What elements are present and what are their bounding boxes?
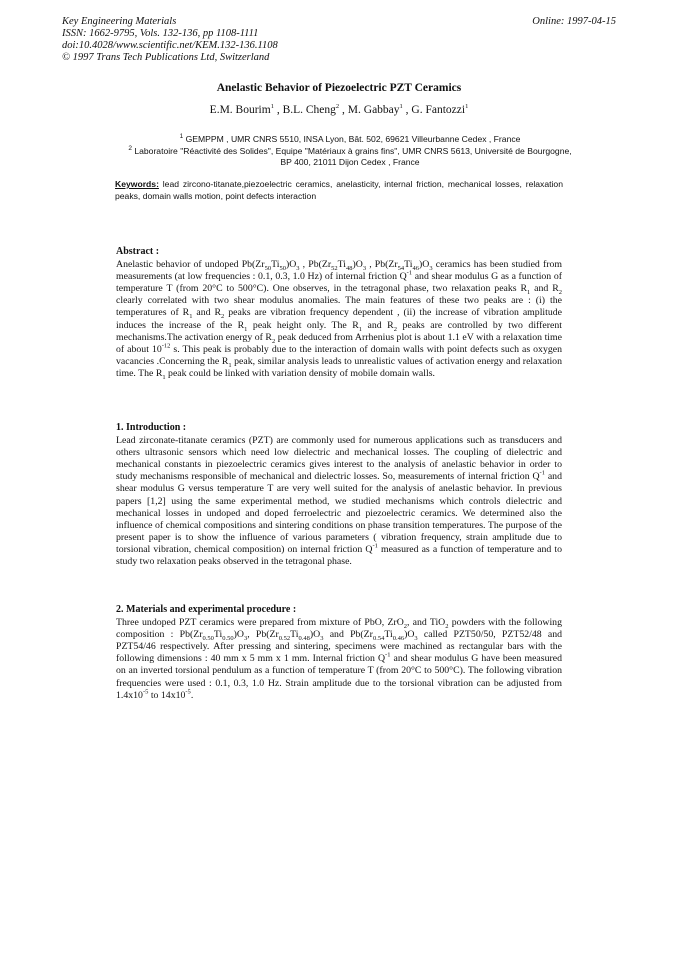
doi-line: doi:10.4028/www.scientific.net/KEM.132-136.1108 — [62, 40, 278, 51]
issn-line: ISSN: 1662-9795, Vols. 132-136, pp 1108-1111 — [62, 28, 259, 39]
materials-heading: 2. Materials and experimental procedure : — [116, 604, 297, 615]
journal-name: Key Engineering Materials — [62, 16, 177, 27]
affiliation-1: $^1$ GEMPPM , UMR CNRS 5510, INSA Lyon, Bât. 502, 69621 Villeurbanne Cedex , France — [179, 133, 521, 144]
affiliations — [110, 134, 590, 169]
paper-title: Anelastic Behavior of Piezoelectric PZT Ceramics — [216, 82, 462, 94]
introduction-heading: 1. Introduction : — [116, 422, 187, 433]
author-separator: , — [339, 104, 348, 116]
author-affil-mark: 1 — [399, 103, 403, 111]
affiliation-2: $^2$ Laboratoire "Réactivité des Solides", Equipe "Matériaux à grains fins", UMR CNRS 5613, Université de Bourgogne, — [128, 144, 572, 156]
author-list — [0, 104, 678, 116]
author-name: E.M. Bourim — [209, 104, 271, 116]
introduction-section — [116, 422, 562, 568]
author-name: G. Fantozzi — [411, 104, 466, 116]
affiliation-2-address: BP 400, 21011 Dijon Cedex , France — [280, 157, 420, 167]
online-date: Online: 1997-04-15 — [532, 16, 616, 27]
author-name: M. Gabbay — [347, 104, 400, 116]
abstract-text: Anelastic behavior of undoped $Pb(Zr_{50}Ti_{50})O_3$ , $Pb(Zr_{52}Ti_{48})O_3$ , $Pb(Zr_{54}Ti_{46})O_3$ ceramics has been studied from measurements (at low frequencies : 0.1, 0.3, 1.0 Hz) of internal friction $Q^{-1}$ and shear modulus G as a function of temperature T (from 20°C to 500°C). One observes, in the tetragonal phase, two relaxation peaks $R_1$ and $R_2$ clearly correlated with two shear modulus anomalies. The main features of these two peaks are : (i) the temperatures of $R_1$ and $R_2$ peaks are vibration frequency dependent , (ii) the increase of vibration amplitude induces the increase of the $R_1$ peak height only. The $R_1$ and $R_2$ peaks are controlled by two different mechanisms.The activation energy of $R_2$ peak deduced from Arrhenius plot is about 1.1 eV with a relaxation time of about $10^{-12}$ s. This peak is probably due to the interaction of domain walls with point defects such as oxygen vacancies .Concerning the $R_1$ peak, similar analysis leads to unrealistic values of activation energy and relaxation time. The $R_1$ peak could be linked with variation density of mobile domain walls. — [116, 259, 563, 381]
author-affil-mark: 2 — [335, 103, 340, 111]
abstract-heading: Abstract : — [116, 246, 160, 257]
author-affil-mark: 1 — [465, 103, 469, 111]
keywords — [115, 178, 563, 202]
keywords-text: lead zircono-titanate,piezoelectric ceramics, anelasticity, internal friction, mechanical losses, relaxation peaks, domain walls motion, point defects interaction — [115, 179, 563, 201]
journal-header — [62, 16, 278, 64]
author-name: B.L. Cheng — [282, 104, 336, 116]
author-affil-mark: 1 — [270, 103, 274, 111]
materials-section — [116, 604, 562, 702]
author-separator: , — [402, 104, 412, 116]
abstract-section — [116, 246, 562, 380]
keywords-label: Keywords: — [115, 179, 159, 189]
copyright-line: © 1997 Trans Tech Publications Ltd, Switzerland — [62, 52, 270, 63]
author-separator: , — [273, 104, 283, 116]
materials-text: Three undoped PZT ceramics were prepared from mixture of PbO, ZrO$_2$, and TiO$_2$ powders with the following composition : $Pb(Zr_{0.50}Ti_{0.50})O_3$, $Pb(Zr_{0.52}Ti_{0.48})O_3$ and $Pb(Zr_{0.54}Ti_{0.46})O_3$ called PZT50/50, PZT52/48 and PZT54/46 respectively. After pressing and sintering, specimens were machined as rectangular bars with the following dimensions : 40 mm x 5 mm x 1 mm. Internal friction $Q^{-1}$ and shear modulus G have been measured on an inverted torsional pendulum as a function of temperature T (from 20°C to 500°C). The following vibration frequencies were used : 0.1, 0.3, 1.0 Hz. Strain amplitude due to the torsional vibration can be adjusted from $1.4x10^{-5}$ to $14x10^{-5}$. — [116, 617, 563, 701]
introduction-text: Lead zirconate-titanate ceramics (PZT) are commonly used for numerous applications such as transducers and others ultrasonic sensors which need low dielectric and mechanical losses. The coupling of dielectric and mechanical constants in piezoelectric ceramics gives interest to the analysis of anelastic behavior in order to study mechanisms responsible of mechanical and dielectric losses. So, measurements of internal friction $Q^{-1}$ and shear modulus G versus temperature T are very well suited for the analysis of anelastic behavior. In previous papers [1,2] using the same experimental method, we studied mechanisms which controls dielectric and mechanical losses in undoped and doped ferroelectric and piezoelectric ceramics. We determined also the influence of chemical compositions and sintering conditions on phase transition temperatures. The purpose of the present paper is to show the influence of various parameters ( vibration frequency, strain amplitude due to torsional vibration, chemical composition) on internal friction $Q^{-1}$ measured as a function of temperature and to study two relaxation peaks observed in the tetragonal phase. — [116, 435, 562, 568]
